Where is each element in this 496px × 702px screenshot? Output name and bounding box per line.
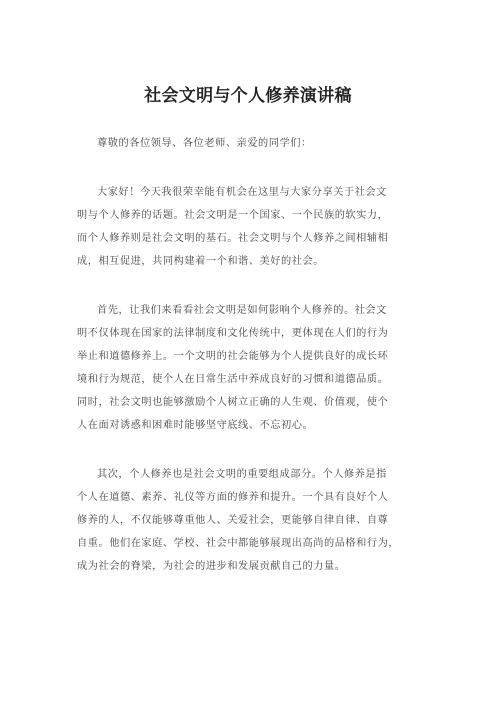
paragraph-3-line: 其次，个人修养也是社会文明的重要组成部分。个人修养是指 xyxy=(97,469,387,480)
paragraph-2-line: 首先，让我们来看看社会文明是如何影响个人修养的。社会文 xyxy=(97,305,387,316)
paragraph-3-line: 修养的人，不仅能够尊重他人、关爱社会，更能够自律自律、自尊 xyxy=(77,515,389,526)
paragraph-2-line: 同时，社会文明也能够激励个人树立正确的人生观、价值观，使个 xyxy=(77,397,389,408)
paragraph-1-line: 明与个人修养的话题。社会文明是一个国家、一个民族的软实力， xyxy=(77,210,389,221)
document-title: 社会文明与个人修养演讲稿 xyxy=(144,86,352,106)
paragraph-2-line: 明不仅体现在国家的法律制度和文化传统中，更体现在人们的行为 xyxy=(77,328,389,339)
paragraph-2-line: 人在面对诱惑和困难时能够坚守底线、不忘初心。 xyxy=(77,420,314,431)
paragraph-1-line: 大家好！今天我很荣幸能有机会在这里与大家分享关于社会文 xyxy=(97,187,387,198)
salutation: 尊敬的各位领导、各位老师、亲爱的同学们： xyxy=(97,138,312,149)
paragraph-3-line: 自重。他们在家庭、学校、社会中都能够展现出高尚的品格和行为， xyxy=(77,538,400,549)
paragraph-2-line: 举止和道德修养上。一个文明的社会能够为个人提供良好的成长环 xyxy=(77,351,389,362)
paragraph-3-line: 个人在道德、素养、礼仪等方面的修养和提升。一个具有良好个人 xyxy=(77,492,389,503)
paragraph-2-line: 境和行为规范，使个人在日常生活中养成良好的习惯和道德品质。 xyxy=(77,374,389,385)
paragraph-1-line: 成，相互促进，共同构建着一个和谐、美好的社会。 xyxy=(77,256,324,267)
paragraph-3-line: 成为社会的脊梁，为社会的进步和发展贡献自己的力量。 xyxy=(77,561,346,572)
paragraph-1-line: 而个人修养则是社会文明的基石。社会文明与个人修养之间相辅相 xyxy=(77,233,389,244)
